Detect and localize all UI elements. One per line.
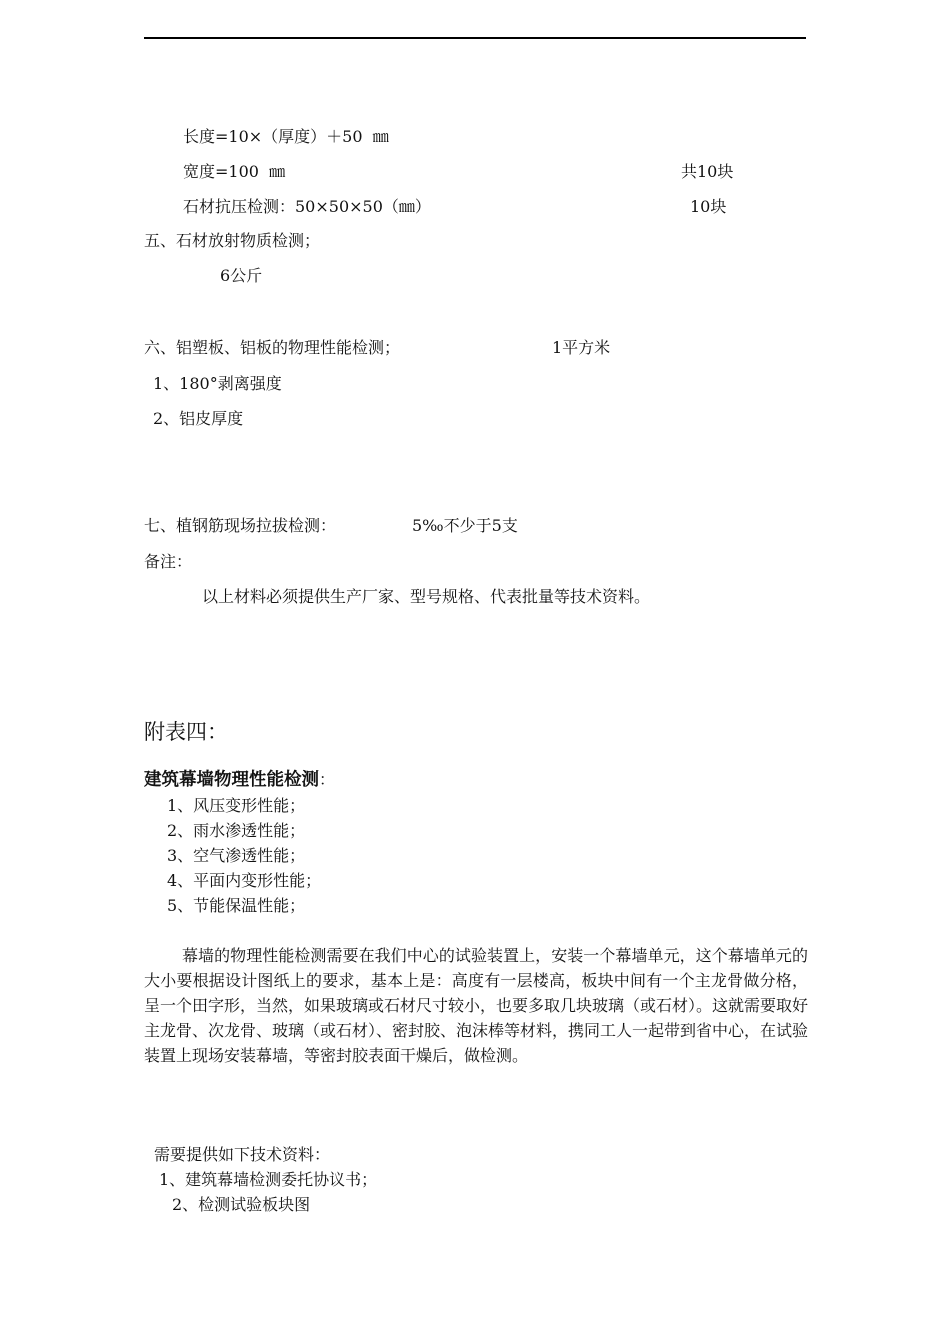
- list-item: 5、节能保温性能；: [167, 896, 306, 915]
- section-seven-quantity: 5‰不少于5支: [412, 516, 518, 535]
- list-item: 4、平面内变形性能；: [167, 871, 322, 890]
- curtain-wall-paragraph: 幕墙的物理性能检测需要在我们中心的试验装置上，安装一个幕墙单元，这个幕墙单元的大小要根据设计图纸上的要求，基本上是：高度有一层楼高，板块中间有一个主龙骨做分格，呈一个田字形，当然，如果玻璃或石材尺寸较小，也要多取几块玻璃（或石材）。这就需要取好主龙骨、次龙骨、玻璃（或石材）、密封胶、泡沫棒等材料，携同工人一起带到省中心，在试验装置上现场安装幕墙，等密封胶表面干燥后，做检测。: [144, 946, 809, 1065]
- section-five: 五、石材放射物质检测；: [144, 231, 321, 250]
- appendix-title-text: 建筑幕墙物理性能检测: [144, 770, 319, 790]
- appendix-title-colon: ：: [319, 770, 336, 789]
- appendix-title: [144, 769, 335, 791]
- header-rule: [144, 37, 806, 39]
- note-text: 以上材料必须提供生产厂家、型号规格、代表批量等技术资料。: [202, 587, 651, 606]
- compression-test-line: 石材抗压检测：50×50×50（㎜）: [183, 197, 431, 216]
- section-six-item-1: 1、180°剥离强度: [153, 374, 282, 393]
- section-five-quantity: 6公斤: [220, 266, 263, 285]
- section-six: 六、铝塑板、铝板的物理性能检测；: [144, 338, 401, 357]
- length-line: 长度=10×（厚度）＋50 ㎜: [183, 127, 389, 146]
- note-label: 备注：: [144, 552, 193, 571]
- tech-materials-intro: 需要提供如下技术资料：: [154, 1145, 331, 1164]
- list-item: 2、雨水渗透性能；: [167, 821, 306, 840]
- appendix-heading: 附表四：: [144, 720, 228, 744]
- list-item: 3、空气渗透性能；: [167, 846, 306, 865]
- section-six-quantity: 1平方米: [552, 338, 611, 357]
- width-line: 宽度=100 ㎜: [183, 162, 286, 181]
- compression-quantity: 10块: [690, 197, 727, 216]
- section-seven: 七、植钢筋现场拉拔检测：: [144, 516, 337, 535]
- tech-material-item-2: 2、检测试验板块图: [172, 1195, 311, 1214]
- section-six-item-2: 2、铝皮厚度: [153, 409, 244, 428]
- width-quantity: 共10块: [681, 162, 734, 181]
- list-item: 1、风压变形性能；: [167, 796, 306, 815]
- tech-material-item-1: 1、建筑幕墙检测委托协议书；: [159, 1170, 378, 1189]
